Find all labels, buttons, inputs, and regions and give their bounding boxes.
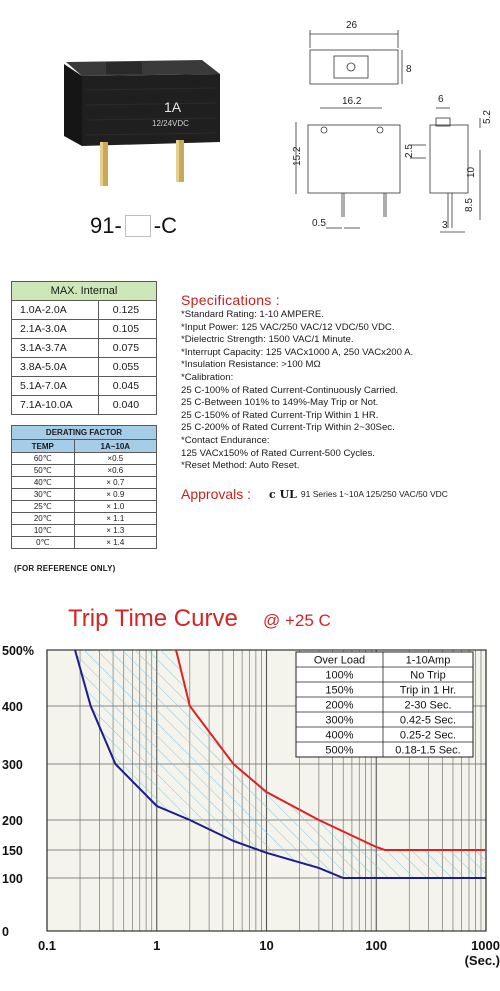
derating-factor: ×0.5	[74, 453, 156, 465]
y-tick-label: 200	[2, 814, 23, 828]
max-internal-row	[12, 377, 157, 396]
dim-26: 26	[346, 20, 358, 31]
part-suffix: -C	[153, 213, 178, 238]
specifications-list	[181, 309, 413, 473]
trip-time-cell: 0.42-5 Sec.	[399, 714, 457, 727]
dim-0-5: 0.5	[312, 218, 326, 229]
overload-cell: 200%	[325, 699, 354, 712]
x-tick-label: 1	[153, 938, 161, 953]
spec-line: *Input Power: 125 VAC/250 VAC/12 VDC/50 VDC.	[181, 321, 395, 333]
derating-temp: 0℃	[12, 537, 75, 549]
overload-cell: 500%	[325, 744, 354, 757]
derating-row	[12, 501, 157, 513]
derating-temp: 25℃	[12, 501, 75, 513]
part-prefix: 91-	[90, 213, 122, 238]
derating-factor: × 1.3	[74, 525, 156, 537]
y-tick-label: 150	[2, 844, 23, 858]
x-tick-label: 0.1	[37, 938, 57, 953]
body-sublabel: 12/24VDC	[152, 119, 189, 128]
y-tick-label: 100	[2, 872, 23, 886]
derating-factor: × 1.0	[74, 501, 156, 513]
product-photo	[52, 50, 228, 200]
x-tick-label: 10	[259, 938, 274, 953]
current-range: 3.1A-3.7A	[12, 339, 99, 358]
dim-3: 3	[442, 220, 448, 231]
part-number	[90, 213, 177, 239]
dim-6: 6	[438, 94, 444, 105]
internal-value: 0.055	[98, 358, 156, 377]
dim-5-2: 5.2	[482, 110, 493, 124]
max-internal-header: MAX. Internal	[12, 282, 157, 301]
overload-cell: 150%	[325, 684, 354, 697]
current-range: 5.1A-7.0A	[12, 377, 99, 396]
approvals-row	[181, 486, 448, 502]
dim-8: 8	[406, 64, 412, 75]
derating-row	[12, 453, 157, 465]
spec-line: 25 C-200% of Rated Current-Trip Within 2~30Sec.	[181, 422, 395, 434]
dim-15-2: 15.2	[292, 146, 303, 166]
derating-temp: 50℃	[12, 465, 75, 477]
current-range: 2.1A-3.0A	[12, 320, 99, 339]
overload-cell: 300%	[325, 714, 354, 727]
trip-time-cell: 0.18-1.5 Sec.	[395, 744, 461, 757]
spec-line: 25 C-Between 101% to 149%-May Trip or Not.	[181, 397, 379, 409]
derating-factor: × 1.1	[74, 513, 156, 525]
spec-line: 25 C-100% of Rated Current-Continuously Carried.	[181, 384, 399, 396]
trip-time-cell: No Trip	[410, 669, 446, 682]
max-internal-row	[12, 396, 157, 415]
spec-line: *Reset Method: Auto Reset.	[181, 460, 300, 472]
x-tick-label: 1000	[471, 938, 500, 953]
max-internal-row	[12, 339, 157, 358]
internal-value: 0.045	[98, 377, 156, 396]
spec-line: *Dielectric Strength: 1500 VAC/1 Minute.	[181, 334, 354, 346]
derating-factor: ×0.6	[74, 465, 156, 477]
trip-time-cell: 1-10Amp	[405, 654, 451, 667]
derating-note: (FOR REFERENCE ONLY)	[14, 564, 116, 573]
reset-button-graphic	[106, 62, 142, 74]
spec-line: *Calibration:	[181, 371, 234, 383]
derating-row	[12, 513, 157, 525]
derating-temp: 30℃	[12, 489, 75, 501]
current-range: 1.0A-2.0A	[12, 301, 99, 320]
part-code-box	[125, 215, 151, 237]
derating-factor: × 0.7	[74, 477, 156, 489]
derating-temp: 60℃	[12, 453, 75, 465]
derating-temp: 10℃	[12, 525, 75, 537]
internal-value: 0.125	[98, 301, 156, 320]
max-internal-row	[12, 358, 157, 377]
approvals-label: Approvals :	[181, 486, 252, 502]
trip-time-cell: Trip in 1 Hr.	[399, 684, 457, 697]
derating-title: DERATING FACTOR	[12, 426, 157, 440]
spec-line: *Contact Endurance:	[181, 434, 270, 446]
x-tick-label: 100	[365, 938, 388, 953]
derating-row	[12, 465, 157, 477]
derating-row	[12, 477, 157, 489]
trip-curve-subtitle: @ +25 C	[263, 611, 331, 630]
max-internal-body	[12, 301, 157, 415]
derating-temp: 20℃	[12, 513, 75, 525]
derating-row	[12, 525, 157, 537]
trip-time-chart	[0, 630, 500, 991]
derating-row	[12, 537, 157, 549]
trip-time-cell: 0.25-2 Sec.	[399, 729, 457, 742]
spec-line: 25 C-150% of Rated Current-Trip Within 1 HR.	[181, 409, 379, 421]
overload-cell: Over Load	[313, 654, 366, 667]
x-axis-unit: (Sec.)	[464, 953, 500, 968]
trip-time-cell: 2-30 Sec.	[404, 699, 452, 712]
internal-value: 0.040	[98, 396, 156, 415]
spec-line: 125 VACx150% of Rated Current-500 Cycles.	[181, 447, 375, 459]
dimension-drawing	[280, 10, 495, 245]
max-internal-row	[12, 301, 157, 320]
current-range: 3.8A-5.0A	[12, 358, 99, 377]
derating-body	[12, 453, 157, 549]
derating-col-temp: TEMP	[12, 440, 75, 453]
spec-line: *Insulation Resistance: >100 MΩ	[181, 359, 321, 371]
ul-mark-icon: c UL	[269, 487, 297, 501]
internal-value: 0.075	[98, 339, 156, 358]
dim-8-5: 8.5	[464, 198, 475, 212]
dim-2-5: 2.5	[404, 144, 415, 158]
internal-value: 0.105	[98, 320, 156, 339]
derating-table	[11, 425, 157, 549]
derating-temp: 40℃	[12, 477, 75, 489]
dim-16-2: 16.2	[342, 96, 362, 107]
body-label: 1A	[164, 99, 182, 115]
y-tick-label: 400	[2, 700, 23, 714]
dim-10: 10	[466, 166, 477, 178]
derating-factor: × 1.4	[74, 537, 156, 549]
current-range: 7.1A-10.0A	[12, 396, 99, 415]
specifications-title: Specifications :	[181, 292, 280, 308]
spec-line: *Interrupt Capacity: 125 VACx1000 A, 250 VACx200 A.	[181, 346, 414, 358]
y-tick-label: 500%	[2, 644, 34, 658]
y-tick-label: 0	[2, 925, 9, 939]
max-internal-table	[11, 281, 157, 415]
trip-curve-title: Trip Time Curve	[68, 605, 238, 632]
overload-cell: 400%	[325, 729, 354, 742]
spec-line: *Standard Rating: 1-10 AMPERE.	[181, 309, 324, 320]
approvals-text: 91 Series 1~10A 125/250 VAC/50 VDC	[300, 489, 448, 499]
derating-row	[12, 489, 157, 501]
derating-col-range: 1A~10A	[74, 440, 156, 453]
derating-factor: × 0.9	[74, 489, 156, 501]
y-tick-label: 300	[2, 758, 23, 772]
overload-cell: 100%	[325, 669, 354, 682]
max-internal-row	[12, 320, 157, 339]
